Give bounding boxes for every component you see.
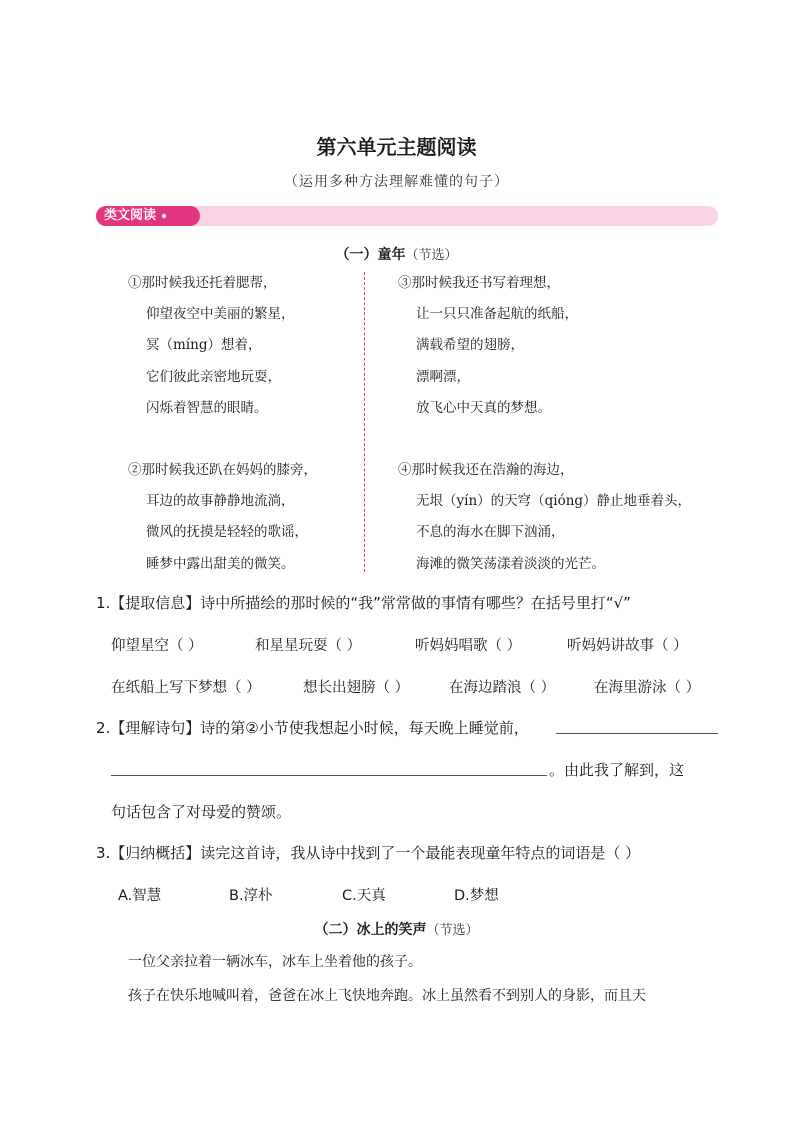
page-title: 第六单元主题阅读 [316, 135, 477, 159]
stanza-line: 海滩的微笑荡漾着淡淡的光芒。 [416, 555, 605, 572]
stanza-line: 冥（míng）想着， [146, 337, 262, 354]
section-tag-label: 类文阅读 [104, 208, 157, 223]
q1-option[interactable]: 在海里游泳（ ） [594, 680, 701, 696]
stanza-line: 仰望夜空中美丽的繁星， [146, 306, 295, 323]
stanza-line: 无垠（yín）的天穹（qióng）静止地垂着头， [416, 493, 692, 510]
question-1-text: 1.【提取信息】诗中所描绘的那时候的“我”常常做的事情有哪些？在括号里打“√” [96, 594, 631, 612]
stanza-line: 让一只只准备起航的纸船， [416, 306, 578, 323]
stanza-line: 它们彼此亲密地玩耍， [146, 368, 281, 385]
q1-option[interactable]: 和星星玩耍（ ） [255, 638, 362, 654]
stanza-line: ②那时候我还趴在妈妈的膝旁， [128, 462, 317, 478]
question-2-line3: 句话包含了对母爱的赞颂。 [111, 803, 292, 821]
stanza-line: 微风的抚摸是轻轻的歌谣， [146, 524, 308, 541]
q1-option[interactable]: 仰望星空（ ） [111, 638, 203, 654]
passage2-note: （节选） [426, 923, 479, 938]
passage2-title: （二）冰上的笑声 [314, 922, 427, 938]
answer-blank-line[interactable] [111, 775, 547, 776]
stanza-3 [398, 268, 578, 424]
question-2-continuation: 。由此我了解到，这 [549, 761, 685, 779]
passage2-paragraph: 孩子在快乐地喊叫着，爸爸在冰上飞快地奔跑。冰上虽然看不到别人的身影，而且天 [128, 988, 646, 1004]
stanza-line: 睡梦中露出甜美的微笑。 [146, 555, 295, 572]
q1-option[interactable]: 听妈妈讲故事（ ） [567, 638, 688, 654]
stanza-4 [398, 455, 691, 580]
bullet-dot-icon [162, 214, 166, 218]
q3-option-d[interactable]: D.梦想 [454, 888, 499, 904]
q1-option[interactable]: 听妈妈唱歌（ ） [415, 638, 522, 654]
stanza-line: 闪烁着智慧的眼睛。 [146, 399, 268, 416]
stanza-2 [128, 455, 317, 580]
section-tag [96, 206, 192, 226]
answer-blank-line[interactable] [556, 733, 718, 734]
stanza-line: 满载希望的翅膀， [416, 337, 524, 354]
q1-option[interactable]: 在海边踏浪（ ） [449, 680, 556, 696]
question-2-text: 2.【理解诗句】诗的第②小节使我想起小时候，每天晚上睡觉前， [96, 719, 529, 737]
stanza-divider [364, 272, 365, 572]
q3-option-b[interactable]: B.淳朴 [229, 888, 273, 904]
q1-option[interactable]: 想长出翅膀（ ） [303, 680, 410, 696]
stanza-line: ④那时候我还在浩瀚的海边， [398, 462, 574, 478]
passage2-paragraph: 一位父亲拉着一辆冰车，冰车上坐着他的孩子。 [128, 954, 422, 970]
passage1-title: （一）童年 [335, 247, 406, 263]
stanza-1 [128, 268, 295, 424]
stanza-line: 放飞心中天真的梦想。 [416, 399, 551, 416]
stanza-line: ③那时候我还书写着理想， [398, 275, 560, 291]
page-subtitle: （运用多种方法理解难懂的句子） [284, 174, 509, 190]
passage1-note: （节选） [405, 248, 458, 263]
stanza-line: 耳边的故事静静地流淌， [146, 493, 295, 510]
question-3-text: 3.【归纳概括】读完这首诗，我从诗中找到了一个最能表现童年特点的词语是（ ） [96, 844, 641, 862]
q1-option[interactable]: 在纸船上写下梦想（ ） [111, 680, 261, 696]
stanza-line: 不息的海水在脚下汹涌， [416, 524, 565, 541]
q3-option-c[interactable]: C.天真 [342, 888, 386, 904]
passage2-heading [0, 919, 793, 939]
stanza-line: 漂啊漂， [416, 368, 470, 385]
passage1-heading [0, 244, 793, 264]
stanza-line: ①那时候我还托着腮帮， [128, 275, 277, 291]
q3-option-a[interactable]: A.智慧 [118, 888, 162, 904]
